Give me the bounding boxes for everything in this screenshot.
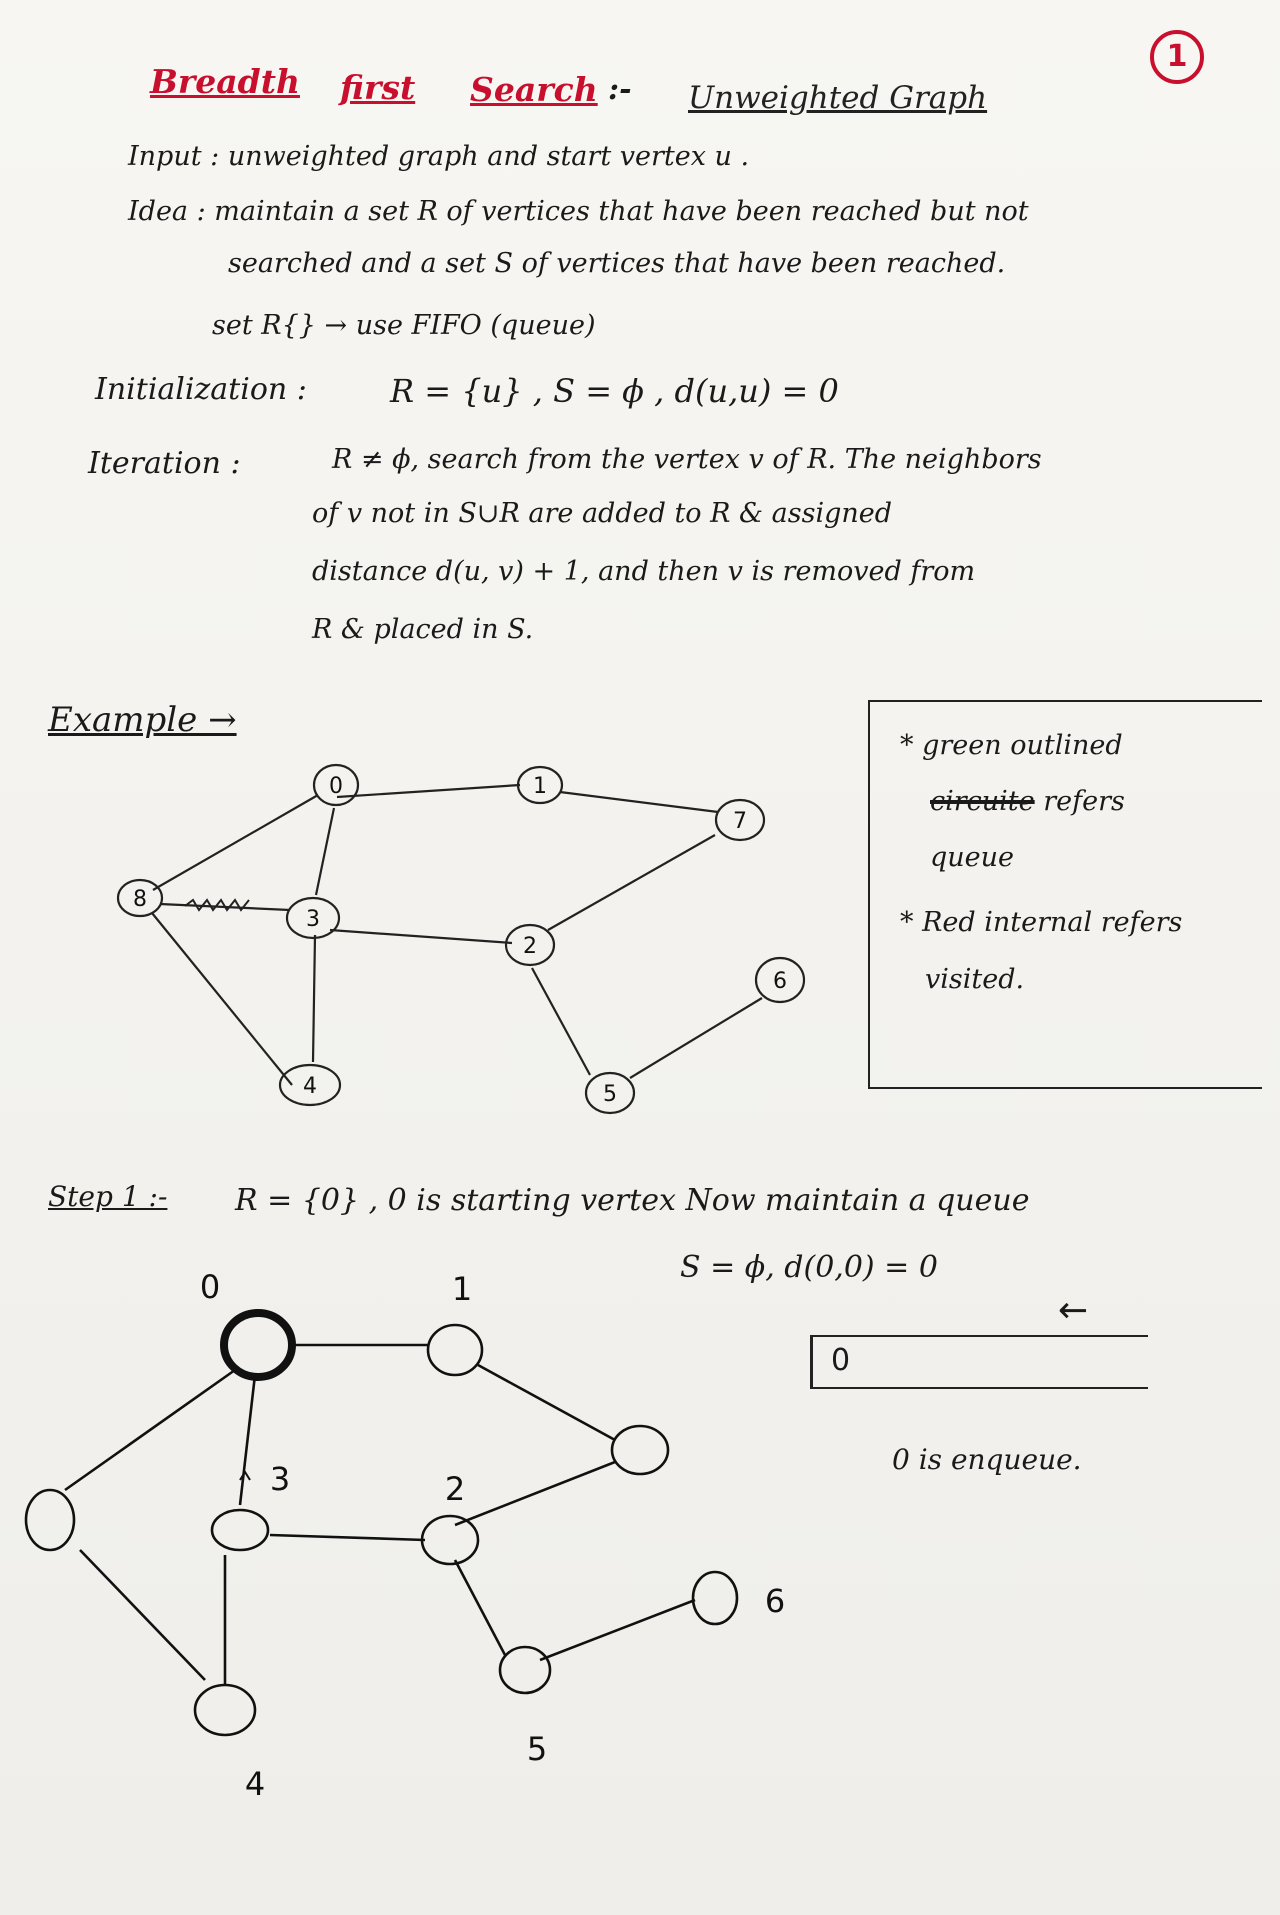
ex-node-4-label: 4 <box>303 1074 317 1099</box>
ex-node-5-label: 5 <box>603 1082 617 1107</box>
step1-text: R = {0} , 0 is starting vertex Now maintain a queue <box>235 1183 1030 1218</box>
s1-node-4 <box>195 1685 255 1735</box>
legend-line-4: * Red internal refers <box>900 907 1183 938</box>
page-number: 1 <box>1150 30 1204 84</box>
step1-label: Step 1 :- <box>48 1180 168 1213</box>
title-subtitle: Unweighted Graph <box>688 80 988 116</box>
example-label: Example → <box>48 700 237 740</box>
title-word-3: Search <box>470 70 598 109</box>
title-word-1: Breadth <box>150 62 300 101</box>
ex-node-0-label: 0 <box>329 774 343 799</box>
title-separator: :- <box>608 72 632 107</box>
s1-edge-5-6 <box>540 1600 695 1660</box>
s1-label-4: 4 <box>244 1765 266 1803</box>
step1-text-2: S = ϕ, d(0,0) = 0 <box>680 1250 938 1285</box>
queue-direction-arrow: ← <box>1058 1290 1089 1331</box>
ex-node-8-label: 8 <box>133 887 147 912</box>
ex-node-3-label: 3 <box>306 907 320 932</box>
legend-line-1: * green outlined <box>900 730 1123 761</box>
s1-edge-1-7 <box>478 1365 615 1440</box>
enqueue-note: 0 is enqueue. <box>892 1443 1082 1476</box>
ex-node-6-label: 6 <box>773 969 787 994</box>
title-word-2: first <box>340 68 416 107</box>
s1-label-6: 6 <box>764 1582 786 1620</box>
ex-node-7-label: 7 <box>733 809 747 834</box>
init-value: R = {u} , S = ϕ , d(u,u) = 0 <box>390 372 839 410</box>
s1-node-3 <box>212 1510 268 1550</box>
s1-node-2 <box>422 1516 478 1564</box>
s1-edge-2-5 <box>455 1560 505 1655</box>
s1-label-1: 1 <box>451 1270 473 1308</box>
s1-node-8 <box>26 1490 74 1550</box>
s1-edge-0-3 <box>240 1375 255 1505</box>
ex-node-2-label: 2 <box>523 934 537 959</box>
s1-edge-left-4 <box>80 1550 205 1680</box>
s1-node-1 <box>428 1325 482 1375</box>
legend-struck-word: circuite <box>930 786 1035 817</box>
iteration-line-2: of v not in S∪R are added to R & assigned <box>312 498 893 529</box>
iteration-line-1: R ≠ ϕ, search from the vertex v of R. The neighbors <box>332 444 1042 475</box>
set-note: set R{} → use FIFO (queue) <box>212 310 596 341</box>
s1-edge-2-7 <box>455 1462 615 1525</box>
idea-line-1: Idea : maintain a set R of vertices that have been reached but not <box>128 196 1029 227</box>
iteration-label: Iteration : <box>88 446 241 481</box>
s1-label-3: 3 <box>269 1460 291 1498</box>
s1-node-7 <box>612 1426 668 1474</box>
s1-node-6 <box>693 1572 737 1624</box>
iteration-line-3: distance d(u, v) + 1, and then v is removed from <box>312 556 976 587</box>
legend-line-5: visited. <box>925 964 1025 995</box>
s1-label-2: 2 <box>444 1470 466 1508</box>
s1-node-5 <box>500 1647 550 1693</box>
s1-edge-0-left <box>65 1370 235 1490</box>
legend-line-2-rest: refers <box>1043 786 1125 817</box>
init-label: Initialization : <box>95 372 307 407</box>
input-line: Input : unweighted graph and start vertex u . <box>128 141 750 172</box>
s1-label-0: 0 <box>199 1268 221 1306</box>
legend-line-3: queue <box>930 842 1015 873</box>
queue-box <box>810 1335 1148 1389</box>
ex-node-1-label: 1 <box>533 774 547 799</box>
s1-node-0 <box>224 1313 292 1377</box>
arrow-mark <box>240 1472 250 1480</box>
s1-label-5: 5 <box>526 1730 548 1768</box>
s1-edge-3-2 <box>270 1535 425 1540</box>
queue-cell-0: 0 <box>831 1343 851 1378</box>
idea-line-2: searched and a set S of vertices that have been reached. <box>228 248 1006 279</box>
iteration-line-4: R & placed in S. <box>312 614 534 645</box>
